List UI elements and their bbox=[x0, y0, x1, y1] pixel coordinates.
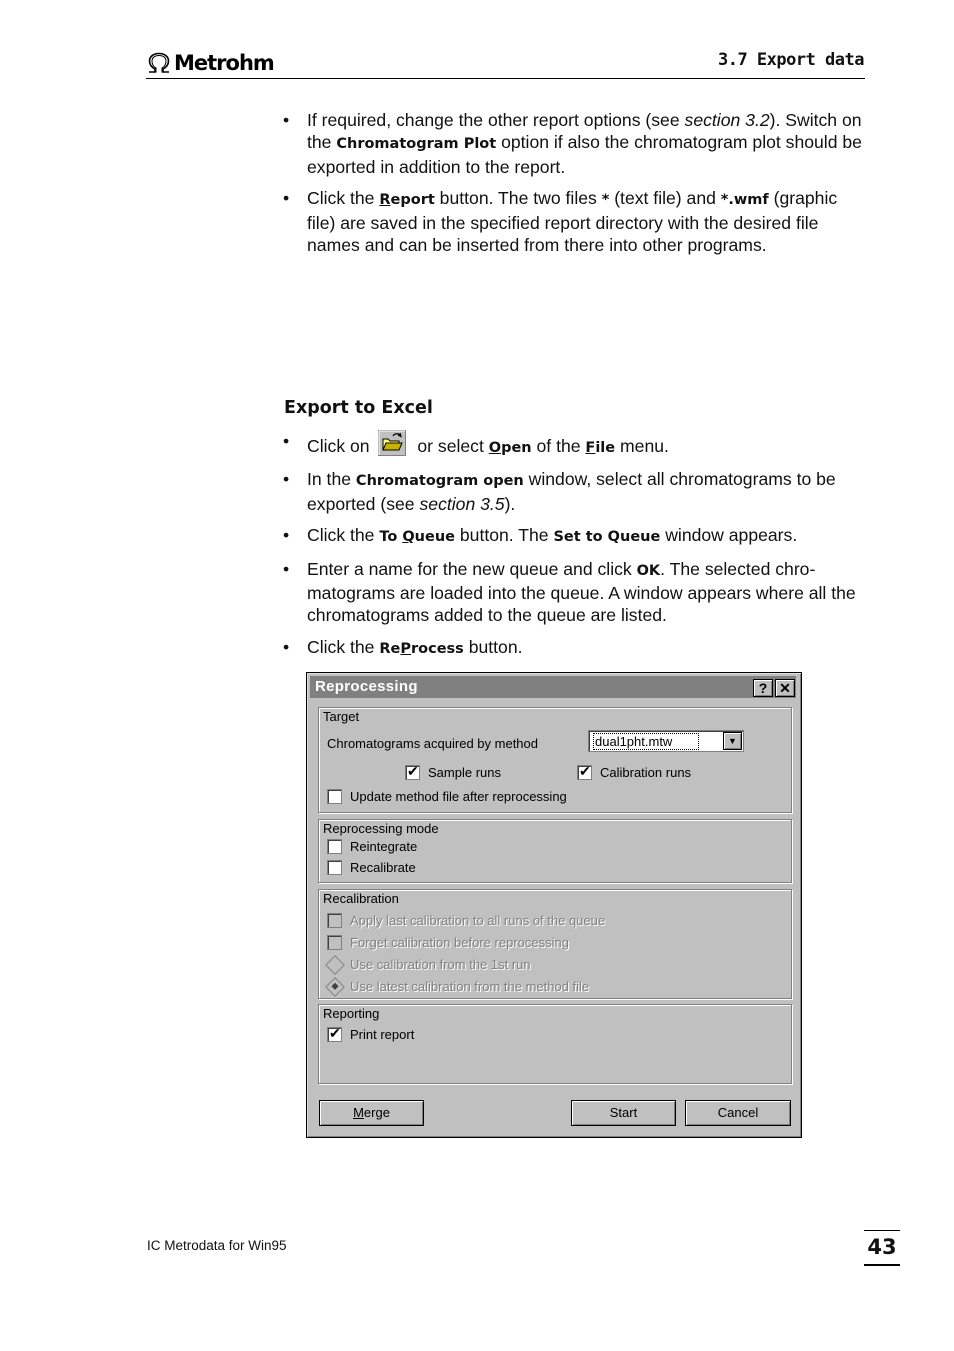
print-report-checkbox[interactable]: ✔ Print report bbox=[327, 1027, 414, 1042]
brand-name: Metrohm bbox=[174, 51, 274, 75]
checkbox bbox=[327, 935, 342, 950]
method-select[interactable] bbox=[588, 730, 744, 752]
intro-bullet-list bbox=[282, 109, 867, 256]
apply-last-calibration-checkbox: Apply last calibration to all runs of the queue bbox=[327, 913, 605, 928]
reintegrate-checkbox[interactable]: Reintegrate bbox=[327, 839, 417, 854]
section-ref: section 3.5 bbox=[419, 493, 505, 514]
ui-term: To Queue bbox=[379, 529, 455, 546]
close-button[interactable]: ✕ bbox=[775, 679, 795, 697]
radio bbox=[325, 977, 345, 997]
ui-term: * bbox=[601, 192, 610, 209]
checkbox[interactable] bbox=[327, 789, 342, 804]
group-label: Reporting bbox=[323, 1006, 380, 1021]
cancel-button[interactable]: Cancel bbox=[685, 1100, 791, 1126]
recalibrate-checkbox[interactable]: Recalibrate bbox=[327, 860, 416, 875]
list-item: • In the Chromatogram open window, select all chromatograms to be exported (see section 3.5). bbox=[282, 468, 867, 515]
merge-button[interactable]: Merge bbox=[319, 1100, 424, 1126]
omega-icon bbox=[146, 51, 172, 75]
update-method-checkbox[interactable]: Update method file after reprocessing bbox=[327, 789, 567, 804]
reprocessing-mode-group bbox=[318, 819, 792, 883]
forget-calibration-checkbox: Forget calibration before reprocessing bbox=[327, 935, 569, 950]
list-item: • Enter a name for the new queue and click OK. The selected chro-matograms are loaded into the queue. A window appears where all the chromatograms added to the queue are listed. bbox=[282, 558, 867, 627]
reporting-group bbox=[318, 1004, 792, 1084]
header-divider bbox=[146, 78, 865, 79]
start-button[interactable]: Start bbox=[571, 1100, 676, 1126]
open-folder-icon bbox=[378, 430, 406, 456]
ui-term: File bbox=[585, 440, 616, 456]
brand-logo bbox=[146, 50, 274, 76]
group-label: Recalibration bbox=[323, 891, 399, 906]
checkbox[interactable] bbox=[405, 765, 420, 780]
method-label: Chromatograms acquired by method bbox=[327, 736, 538, 751]
section-ref: section 3.2 bbox=[684, 110, 770, 130]
recalibration-group bbox=[318, 889, 792, 999]
ui-term: Set to Queue bbox=[553, 529, 661, 546]
ui-term: Chromatogram open bbox=[355, 473, 524, 490]
ui-term: Report bbox=[379, 192, 435, 209]
use-first-run-radio: Use calibration from the 1st run bbox=[328, 957, 531, 972]
checkbox bbox=[327, 913, 342, 928]
dialog-title: Reprocessing bbox=[315, 678, 418, 695]
checkbox[interactable] bbox=[327, 839, 342, 854]
ui-term: Open bbox=[488, 440, 532, 456]
section-title: 3.7 Export data bbox=[717, 50, 864, 70]
use-latest-calibration-radio: Use latest calibration from the method file bbox=[328, 979, 589, 994]
method-select-value: dual1pht.mtw bbox=[593, 733, 699, 750]
ui-term: OK bbox=[636, 562, 661, 579]
checkbox[interactable] bbox=[327, 860, 342, 875]
list-item: • If required, change the other report options (see section 3.2). Switch on the Chromatogram Plot option if also the chromatogram plot should be exported in addition to the report. bbox=[282, 109, 867, 178]
radio bbox=[325, 955, 345, 975]
list-item: • Click on or select Open of the File menu. bbox=[282, 430, 867, 459]
footer-product: IC Metrodata for Win95 bbox=[147, 1238, 287, 1253]
ui-term: Chromatogram Plot bbox=[336, 136, 497, 153]
ui-term: ReProcess bbox=[379, 640, 464, 657]
list-item: • Click the Report button. The two files * (text file) and *.wmf (graphic file) are saved in the specified report directory with the desired file names and can be inserted from there into other programs. bbox=[282, 187, 867, 256]
group-label: Target bbox=[323, 709, 360, 724]
chevron-down-icon[interactable]: ▼ bbox=[723, 732, 742, 750]
list-item: • Click the ReProcess button. bbox=[282, 636, 867, 660]
checkbox[interactable] bbox=[327, 1027, 342, 1042]
target-group bbox=[318, 707, 792, 813]
excel-bullet-list bbox=[282, 430, 867, 660]
dialog-titlebar bbox=[310, 676, 796, 698]
list-item: • Click the To Queue button. The Set to Queue window appears. bbox=[282, 524, 867, 548]
page-number: 43 bbox=[864, 1230, 900, 1266]
help-button[interactable]: ? bbox=[753, 679, 773, 697]
reprocessing-dialog bbox=[306, 672, 802, 1138]
section-heading: Export to Excel bbox=[284, 398, 433, 418]
checkbox[interactable] bbox=[577, 765, 592, 780]
calibration-runs-checkbox[interactable]: ✔ Calibration runs bbox=[577, 765, 691, 780]
ui-term: *.wmf bbox=[720, 192, 769, 209]
group-label: Reprocessing mode bbox=[323, 821, 439, 836]
sample-runs-checkbox[interactable]: ✔ Sample runs bbox=[405, 765, 501, 780]
